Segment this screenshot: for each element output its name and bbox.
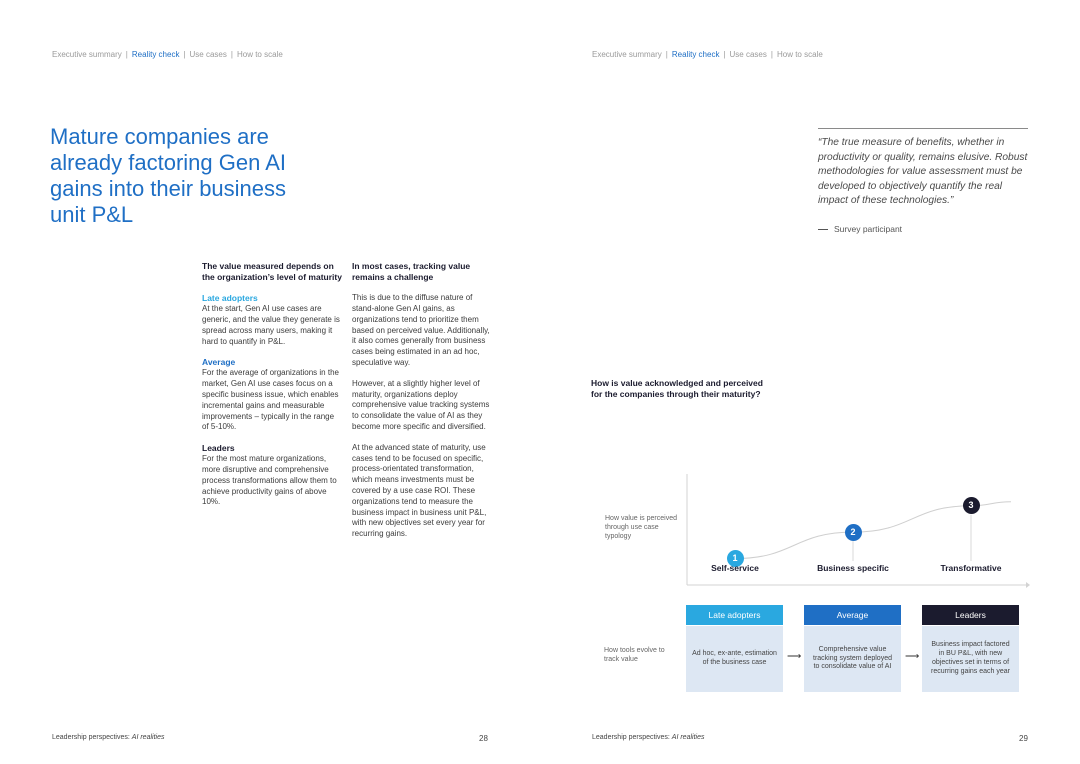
- tracking-paragraph: At the advanced state of maturity, use cases tend to be focused on specific, process-orientated transformation, which means investments must be covered by a use case ROI. These organizations tend to measure the business impact in business unit P&L, with new objectives set every year for recurring gains.: [352, 442, 487, 539]
- nav-item-executive-summary[interactable]: Executive summary: [52, 50, 122, 59]
- tracking-paragraph: However, at a slightly higher level of maturity, organizations deploy comprehensive value tracking systems to consolidate the value of AI as they become more specific and diversified.: [352, 378, 490, 431]
- nav-separator: |: [230, 50, 233, 59]
- quote-source: Survey participant: [834, 224, 903, 234]
- late-adopters-label: Late adopters: [202, 293, 258, 304]
- tools-row-label: How tools evolve to track value: [604, 647, 665, 663]
- page-number: 29: [1019, 734, 1028, 743]
- leaders-text: For the most mature organizations, more disruptive and comprehensive process transformations allow them to achieve productivity gains of above 10%.: [202, 454, 337, 507]
- tracking-heading: In most cases, tracking value remains a challenge: [352, 261, 471, 282]
- nav-separator: |: [665, 50, 668, 59]
- x-axis-arrow-icon: [1026, 582, 1030, 588]
- nav-item-how-to-scale[interactable]: How to scale: [776, 50, 823, 59]
- average-text: For the average of organizations in the market, Gen AI use cases focus on a specific business issue, which enables incremental gains and measurable improvements – typically in the range of 5-10%.: [202, 368, 339, 432]
- nav-item-reality-check[interactable]: Reality check: [131, 50, 180, 59]
- stage-header: Average: [804, 605, 901, 625]
- category-label: Business specific: [817, 563, 889, 573]
- leaders-label: Leaders: [202, 443, 235, 454]
- arrow-right-icon: ⟶: [787, 651, 802, 662]
- nav-item-use-cases[interactable]: Use cases: [729, 50, 767, 59]
- nav-item-how-to-scale[interactable]: How to scale: [236, 50, 283, 59]
- nav-item-reality-check[interactable]: Reality check: [671, 50, 720, 59]
- late-adopters-text: At the start, Gen AI use cases are generic, and the value they generate is spread across many users, making it hard to quantify in P&L.: [202, 304, 340, 346]
- stage-description: Comprehensive value tracking system deployed to consolidate value of AI: [804, 626, 901, 692]
- marker-1: 1: [727, 550, 744, 567]
- page-title: Mature companies are already factoring Gen AI gains into their business unit P&L: [50, 124, 287, 227]
- nav-separator: |: [723, 50, 726, 59]
- nav-separator: |: [770, 50, 773, 59]
- value-row-label: How value is perceived through use case typology: [605, 515, 677, 540]
- marker-3: 3: [963, 497, 980, 514]
- nav-separator: |: [125, 50, 128, 59]
- footer-publication: AI realities: [131, 734, 165, 741]
- footer-prefix: Leadership perspectives:: [52, 734, 132, 741]
- maturity-heading: The value measured depends on the organization’s level of maturity: [202, 261, 342, 282]
- stage-header: Leaders: [922, 605, 1019, 625]
- nav-separator: |: [183, 50, 186, 59]
- footer-publication: AI realities: [671, 734, 705, 741]
- footer-left: [52, 734, 164, 741]
- chart-question: How is value acknowledged and perceived for the companies through their maturity?: [591, 378, 763, 399]
- stage-description: Business impact factored in BU P&L, with new objectives set in terms of recurring gains each year: [922, 626, 1019, 692]
- arrow-right-icon: ⟶: [905, 651, 920, 662]
- category-label: Transformative: [940, 563, 1002, 573]
- footer-prefix: Leadership perspectives:: [592, 734, 672, 741]
- stage-description: Ad hoc, ex-ante, estimation of the business case: [686, 626, 783, 692]
- marker-2: 2: [845, 524, 862, 541]
- footer-right: [592, 734, 704, 741]
- category-label: Self-service: [711, 563, 759, 573]
- average-label: Average: [202, 357, 236, 368]
- nav-item-use-cases[interactable]: Use cases: [189, 50, 227, 59]
- stage-header: Late adopters: [686, 605, 783, 625]
- tracking-paragraph: This is due to the diffuse nature of stand-alone Gen AI gains, as organizations tend to prioritize them based on perceived value. Additionally, it also comes generally from business cases being estimated in an ad hoc, speculative way.: [352, 293, 490, 367]
- page-number: 28: [479, 734, 488, 743]
- nav-item-executive-summary[interactable]: Executive summary: [592, 50, 662, 59]
- survey-quote: “The true measure of benefits, whether in productivity or quality, remains elusive. Robust methodologies for value assessment must be developed to objectively quantify the real impact of these technologies.”: [818, 137, 1028, 206]
